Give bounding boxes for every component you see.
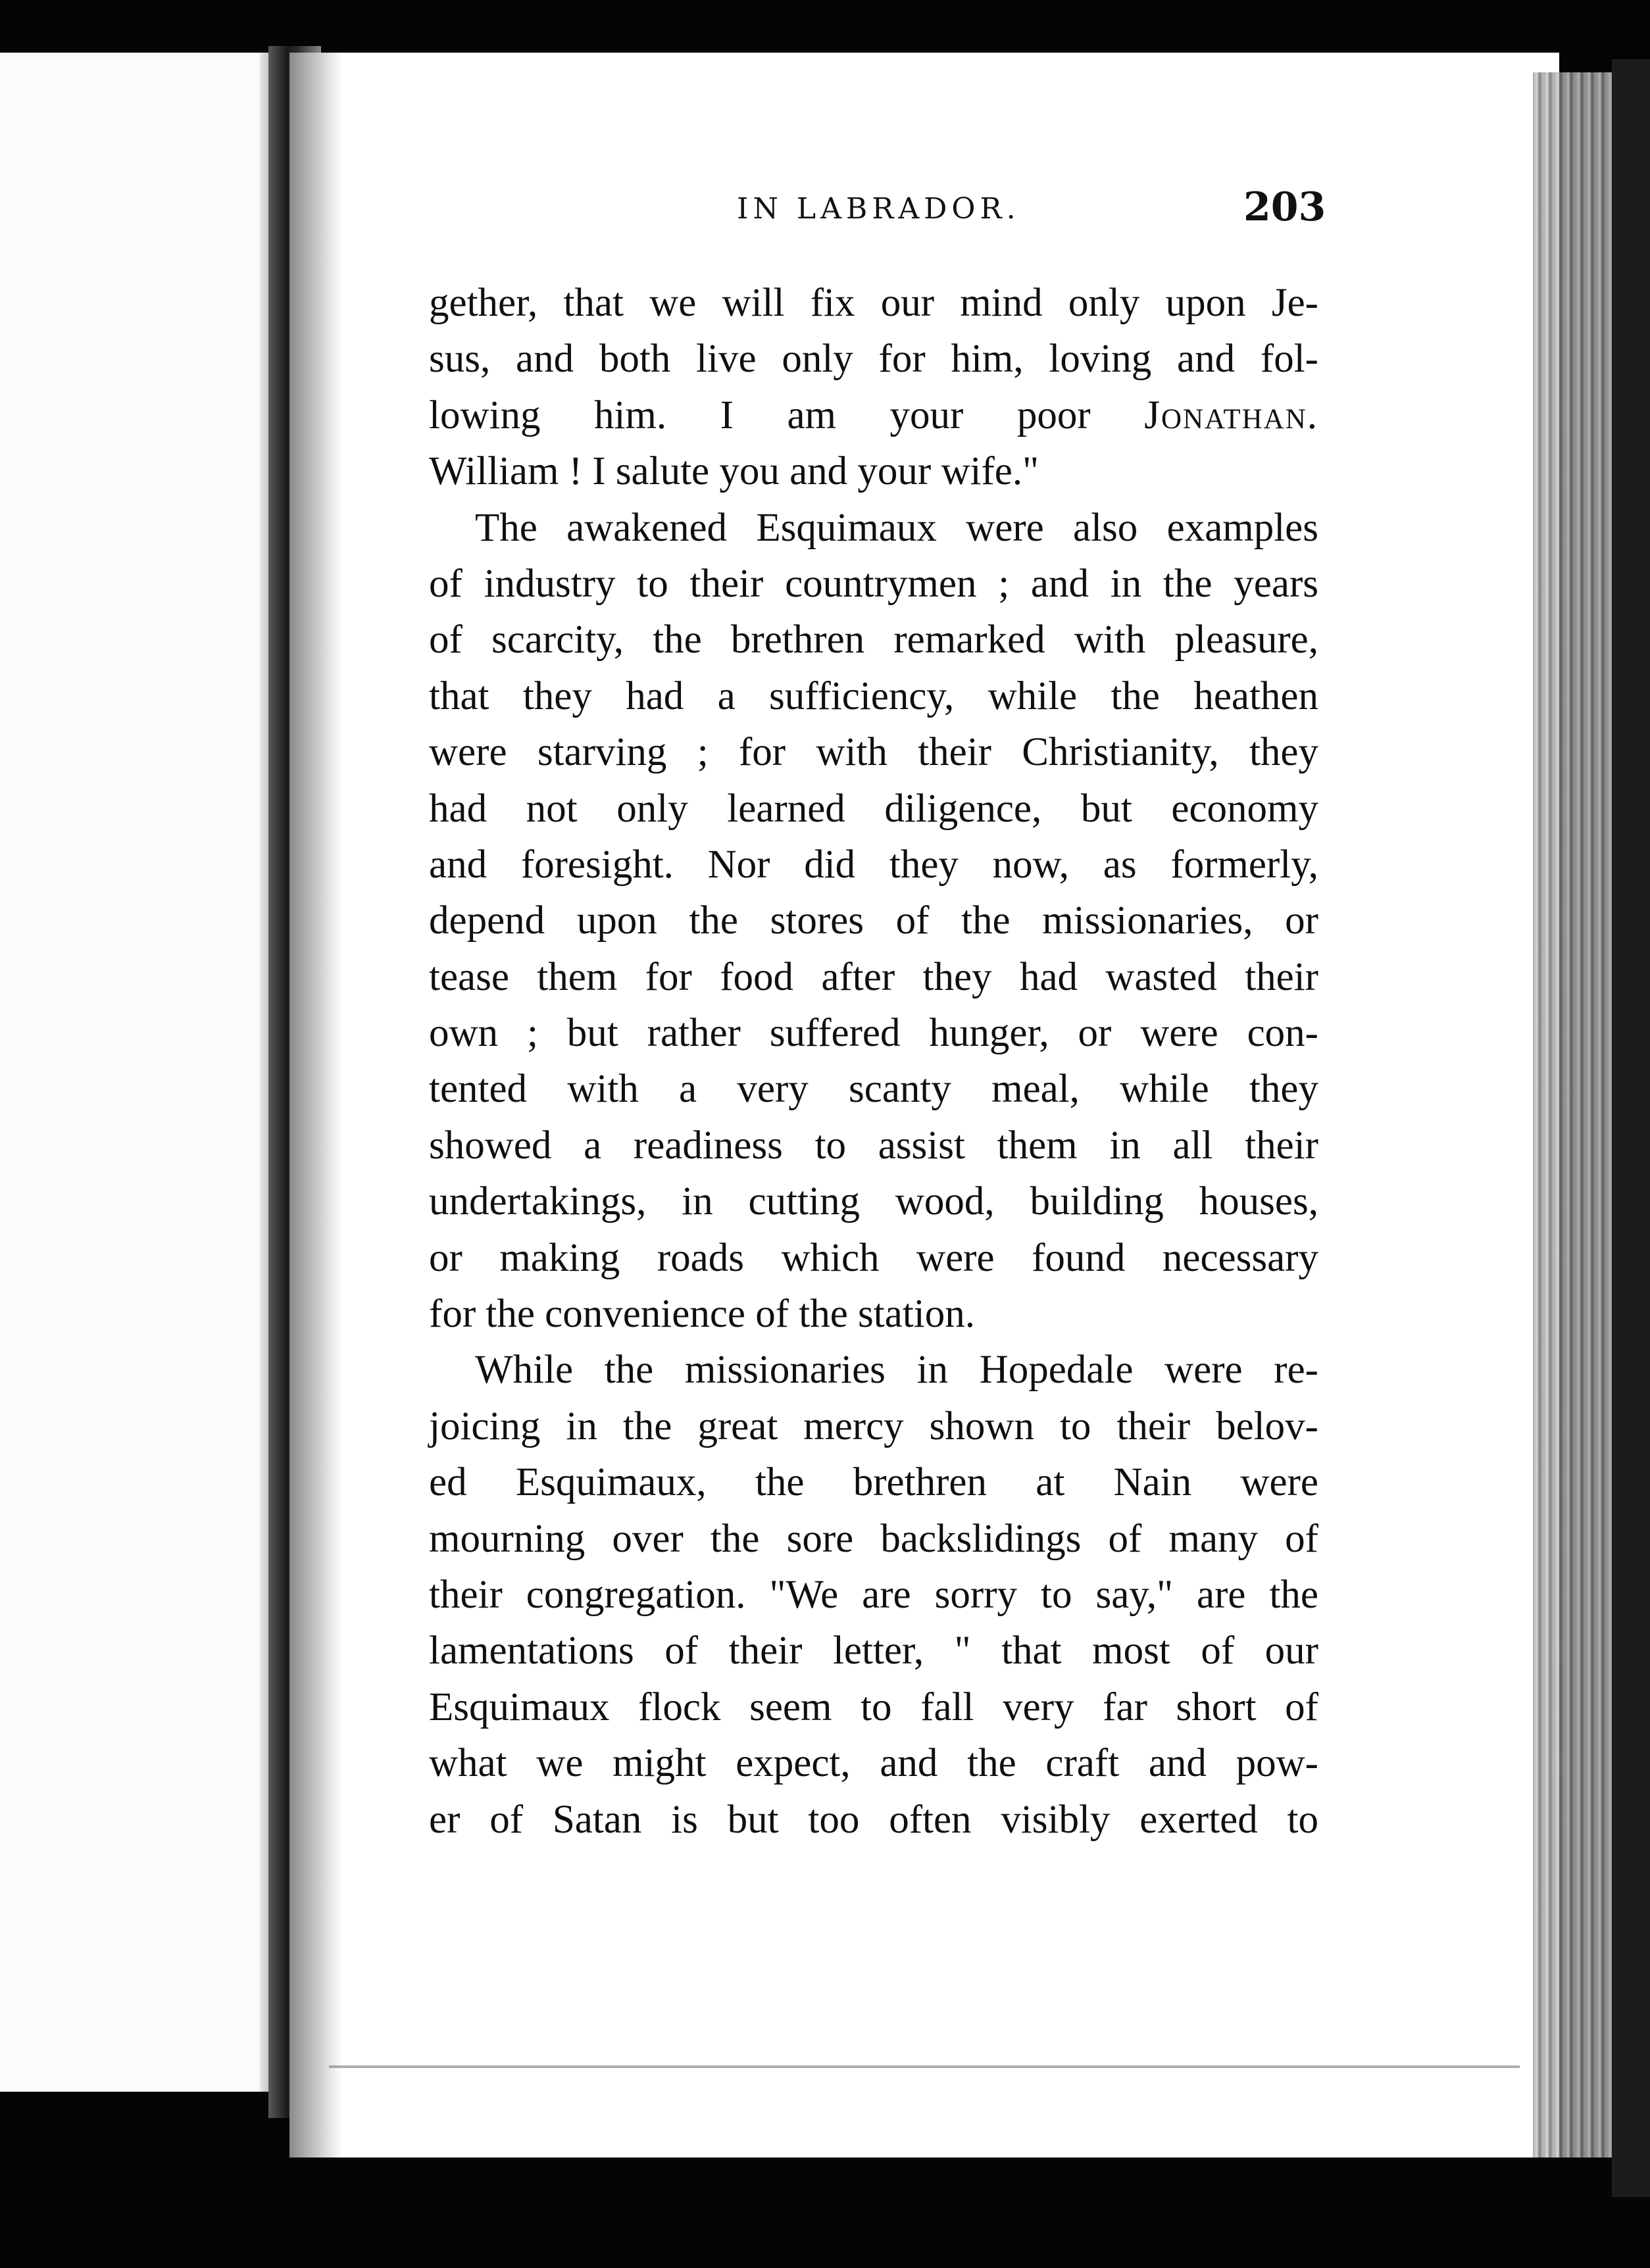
text-line: tease them for food after they had wasted their [429,954,1318,999]
text-line-signature [429,387,1318,443]
text-line: of scarcity, the brethren remarked with pleasure, [429,618,1318,662]
text-line: were starving ; for with their Christianity, they [429,730,1318,775]
text-line: for the convenience of the station. [429,1292,975,1337]
text-line: showed a readiness to assist them in all their [429,1123,1318,1168]
text-line: depend upon the stores of the missionaries, or [429,899,1318,943]
text-line: tented with a very scanty meal, while they [429,1067,1318,1112]
text-line: that they had a sufficiency, while the heathen [429,674,1318,718]
text-line: or making roads which were found necessary [429,1235,1318,1280]
text-line: of industry to their countrymen ; and in the years [429,561,1318,606]
book-cover-edge [1612,59,1650,2197]
text-line: gether, that we will fix our mind only upon Je- [429,281,1318,325]
text-line: their congregation. "We are sorry to say," are the [429,1572,1318,1617]
page-number: 203 [1243,184,1326,230]
left-page [0,53,280,2092]
signature-name: Jonathan. [1144,393,1319,437]
text-line: Esquimaux flock seem to fall very far short of [429,1685,1318,1729]
running-title: IN LABRADOR. [737,192,1020,226]
text-line: er of Satan is but too often visibly exerted to [429,1797,1318,1842]
text-line: what we might expect, and the craft and pow- [429,1741,1318,1786]
page-body [429,275,1318,1848]
text-line: had not only learned diligence, but economy [429,786,1318,831]
text-line: ed Esquimaux, the brethren at Nain were [429,1460,1318,1505]
text-line: sus, and both live only for him, loving and fol- [429,337,1318,382]
text-line: The awakened Esquimaux were also examples [475,505,1318,550]
text-line: own ; but rather suffered hunger, or were con- [429,1011,1318,1056]
text-line: and foresight. Nor did they now, as formerly, [429,842,1318,887]
text-line: undertakings, in cutting wood, building houses, [429,1179,1318,1224]
text-line: joicing in the great mercy shown to their belov- [429,1404,1318,1448]
text-line: While the missionaries in Hopedale were re- [475,1348,1318,1393]
page-bottom-rule [329,2065,1520,2068]
text-span: lowing him. I am your poor [429,393,1091,437]
text-line: William ! I salute you and your wife." [429,449,1039,494]
text-line: mourning over the sore backslidings of many of [429,1516,1318,1561]
text-line: lamentations of their letter, " that most of our [429,1629,1318,1673]
inner-shadow [289,53,342,2157]
page-edges [1533,72,1618,2157]
